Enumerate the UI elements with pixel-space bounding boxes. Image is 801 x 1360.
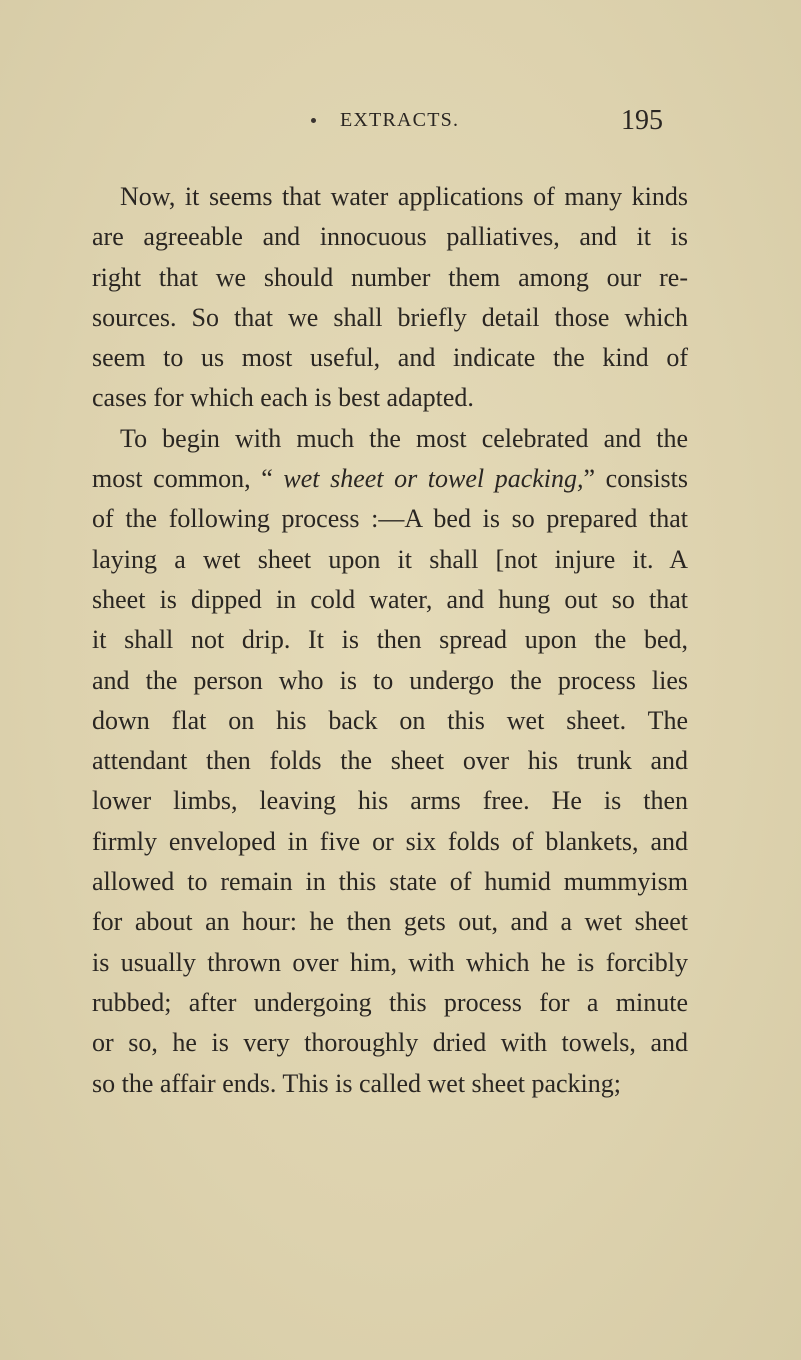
- text-line: rubbed; after undergoing this process for a minute: [92, 987, 688, 1017]
- text-line: lower limbs, leaving his arms free. He is then: [92, 786, 688, 816]
- ink-dot: [311, 118, 316, 123]
- text-line-with-italic: [92, 459, 688, 499]
- line-text-before: most common, “: [92, 464, 284, 494]
- text-line: firmly enveloped in five or six folds of blankets, and: [92, 826, 688, 856]
- text-line: sources. So that we shall briefly detail those which: [92, 302, 688, 332]
- text-line: attendant then folds the sheet over his trunk and: [92, 746, 688, 776]
- text-line: and the person who is to undergo the process lies: [92, 665, 688, 695]
- text-line: cases for which each is best adapted.: [92, 383, 474, 413]
- running-head: EXTRACTS.: [340, 109, 460, 131]
- page-number: 195: [621, 105, 663, 136]
- text-line: for about an hour: he then gets out, and a wet sheet: [92, 907, 688, 937]
- text-line: Now, it seems that water applications of many kinds: [120, 182, 688, 211]
- text-line: sheet is dipped in cold water, and hung out so that: [92, 584, 688, 614]
- text-line: allowed to remain in this state of humid mummyism: [92, 867, 688, 897]
- text-line: To begin with much the most celebrated and the: [120, 423, 688, 453]
- text-line: is usually thrown over him, with which he is forcibly: [92, 947, 688, 977]
- italic-term: wet sheet or towel packing,: [283, 464, 584, 494]
- text-line: or so, he is very thoroughly dried with towels, and: [92, 1028, 688, 1058]
- text-line: seem to us most useful, and indicate the kind of: [92, 343, 688, 373]
- text-line: it shall not drip. It is then spread upon the bed,: [92, 625, 688, 655]
- text-line: right that we should number them among our re-: [92, 262, 688, 292]
- text-line: laying a wet sheet upon it shall [not injure it. A: [92, 544, 688, 574]
- body-text: [92, 177, 688, 1104]
- text-line: down flat on his back on this wet sheet. The: [92, 705, 688, 735]
- text-line: are agreeable and innocuous palliatives, and it is: [92, 222, 688, 252]
- text-line: of the following process :—A bed is so prepared that: [92, 504, 688, 534]
- line-text-after: ” consists: [583, 464, 689, 494]
- page-header: [0, 103, 801, 143]
- text-line: so the affair ends. This is called wet sheet packing;: [92, 1068, 622, 1098]
